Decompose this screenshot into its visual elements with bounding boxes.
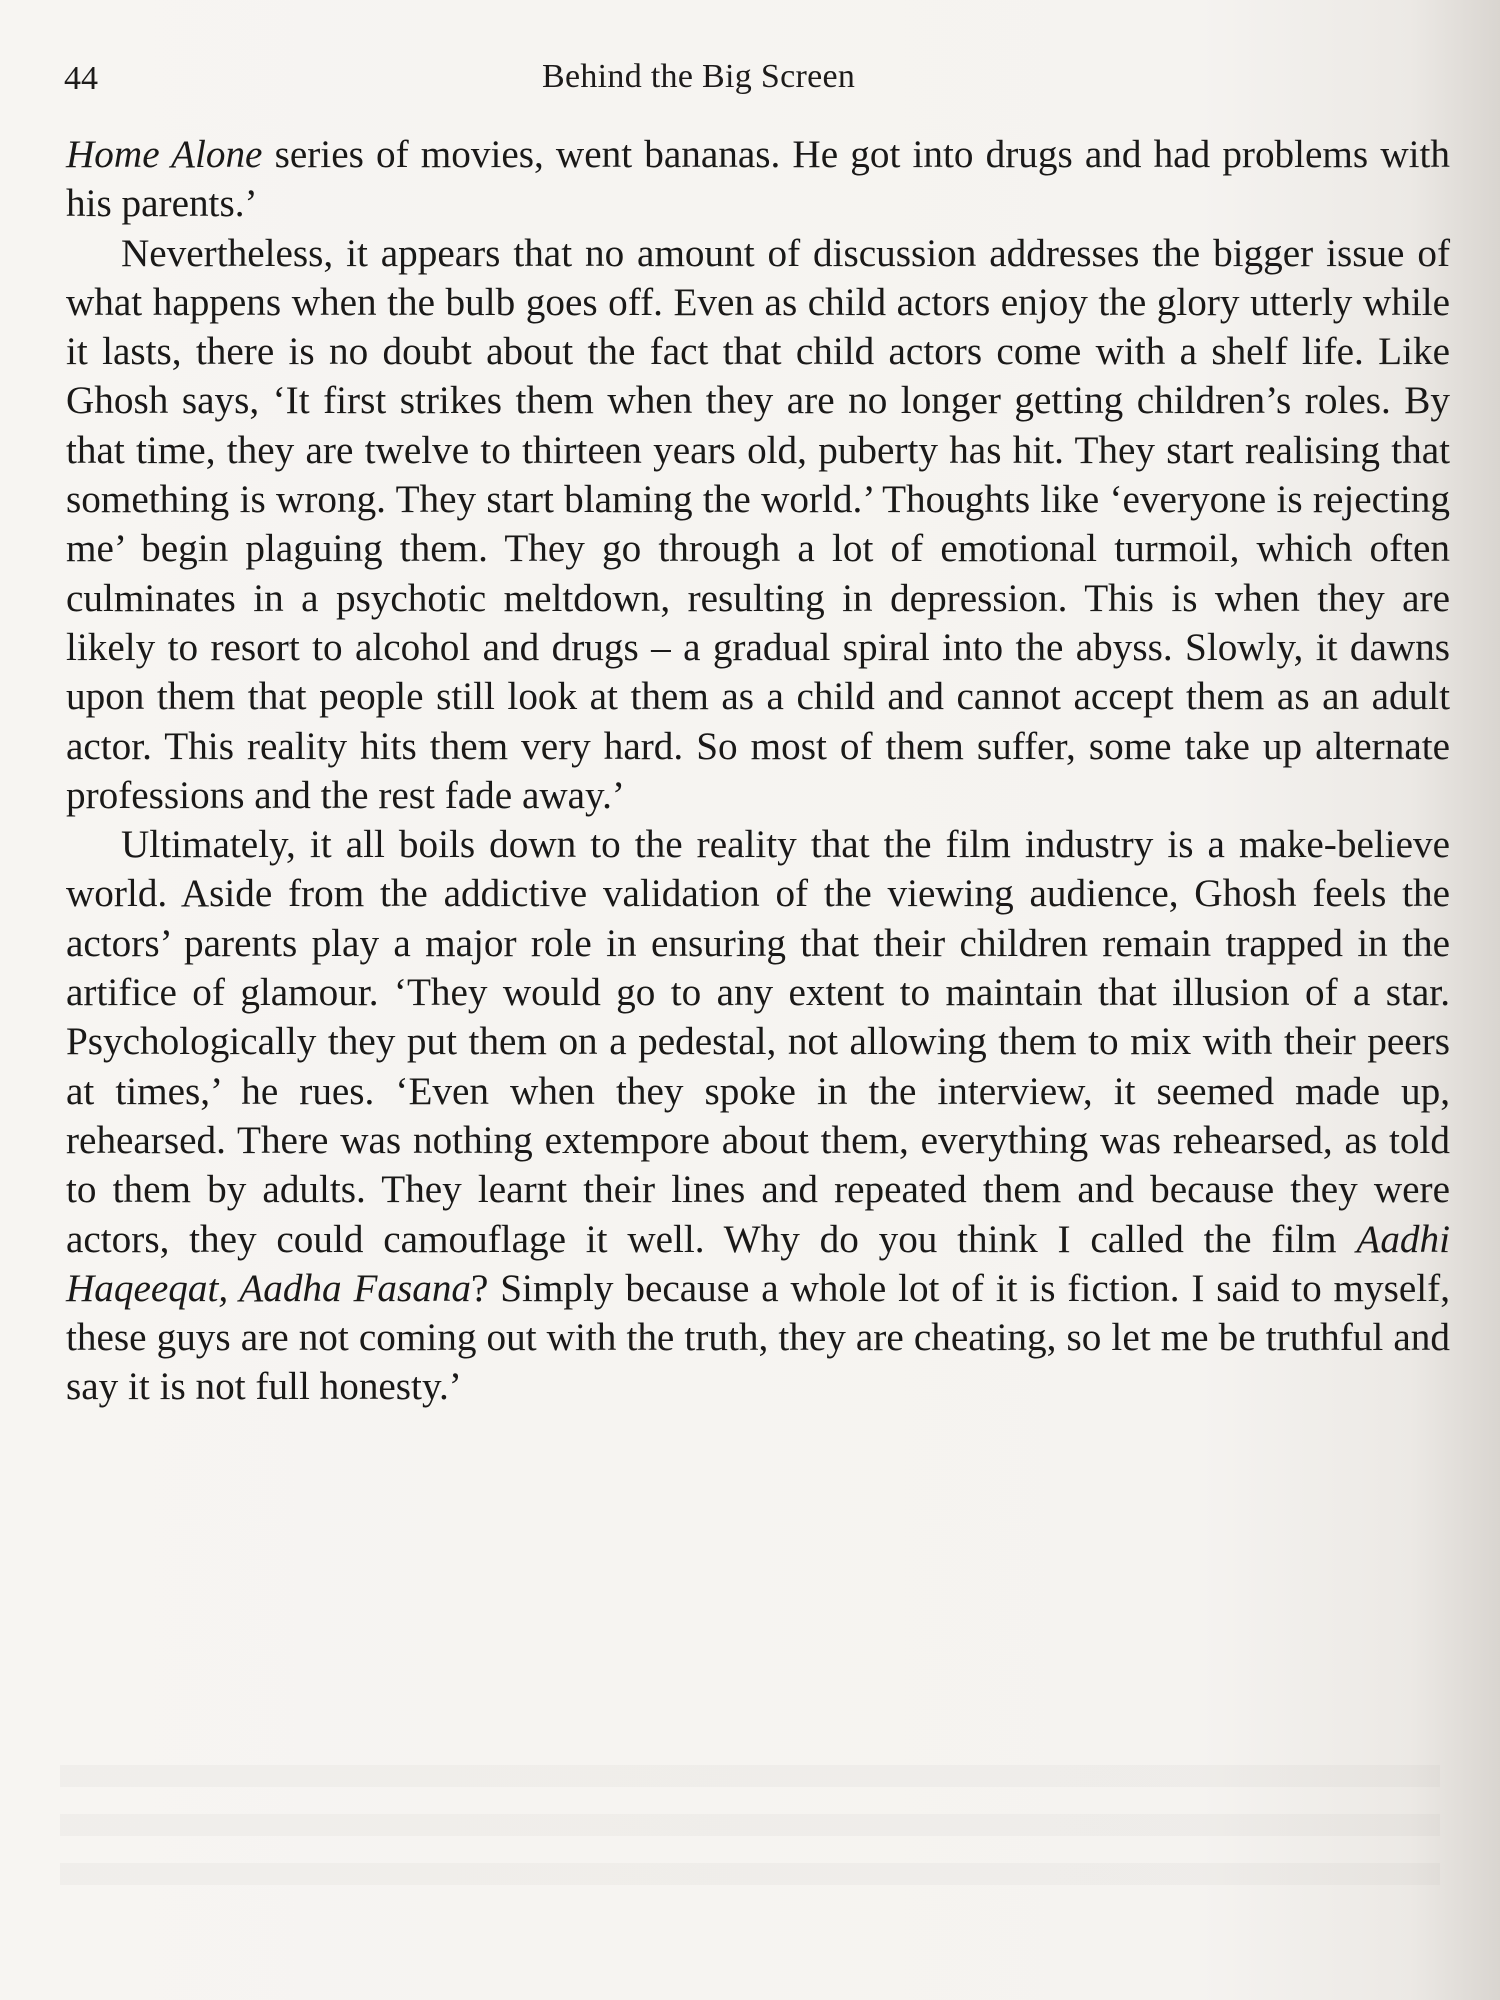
paragraph-2-text: Nevertheless, it appears that no amount of discussion addresses the bigger issue of what happens when the bulb goes off. Even as child actors enjoy the glory utterly while it lasts, there is no doubt about the fact that child actors come with a shelf life. Like Ghosh says, ‘It first strikes them when they are no longer getting children’s roles. By that time, they are twelve to thirteen years old, puberty has hit. They start realising that something is wrong. They start blaming the world.’ Thoughts like ‘everyone is rejecting me’ begin plaguing them. They go through a lot of emotional turmoil, which often culminates in a psychotic meltdown, resulting in depression. This is when they are likely to resort to alcohol and drugs – a gradual spiral into the abyss. Slowly, it dawns upon them that people still look at them as a child and cannot accept them as an adult actor. This reality hits them very hard. So most of them suffer, some take up alternate professions and the rest fade away.’ xyxy=(66,231,1450,817)
page-number: 44 xyxy=(64,60,98,97)
body-text xyxy=(66,130,1450,1412)
page-header xyxy=(64,50,1404,110)
show-through-from-reverse-page xyxy=(60,1765,1440,1885)
italic-film-title: Aadhi Haqeeqat, Aadha Fasana xyxy=(66,1217,1450,1310)
paragraph-3-text-before: Ultimately, it all boils down to the reality that the film industry is a make-believe world. Aside from the addictive validation of the viewing audience, Ghosh feels the actors’ parents play a major role in ensuring that their children remain trapped in the artifice of glamour. ‘They would go to any extent to maintain that illusion of a star. Psychologically they put them on a pedestal, not allowing them to mix with their peers at times,’ he rues. ‘Even when they spoke in the interview, it seemed made up, rehearsed. There was nothing extempore about them, everything was rehearsed, as told to them by adults. They learnt their lines and repeated them and because they were actors, they could camouflage it well. Why do you think I called the film xyxy=(66,823,1450,1261)
paragraph-3-text-after: ? Simply because a whole lot of it is fiction. I said to myself, these guys are not coming out with the truth, they are cheating, so let me be truthful and say it is not full honesty.’ xyxy=(66,1266,1450,1409)
paragraph-3 xyxy=(66,820,1450,1412)
italic-title-home-alone: Home Alone xyxy=(66,133,263,176)
paragraph-2 xyxy=(66,229,1450,821)
paragraph-1-text: series of movies, went bananas. He got into drugs and had problems with his parents.’ xyxy=(66,133,1450,226)
running-head: Behind the Big Screen xyxy=(542,58,856,95)
paragraph-1 xyxy=(66,130,1450,229)
